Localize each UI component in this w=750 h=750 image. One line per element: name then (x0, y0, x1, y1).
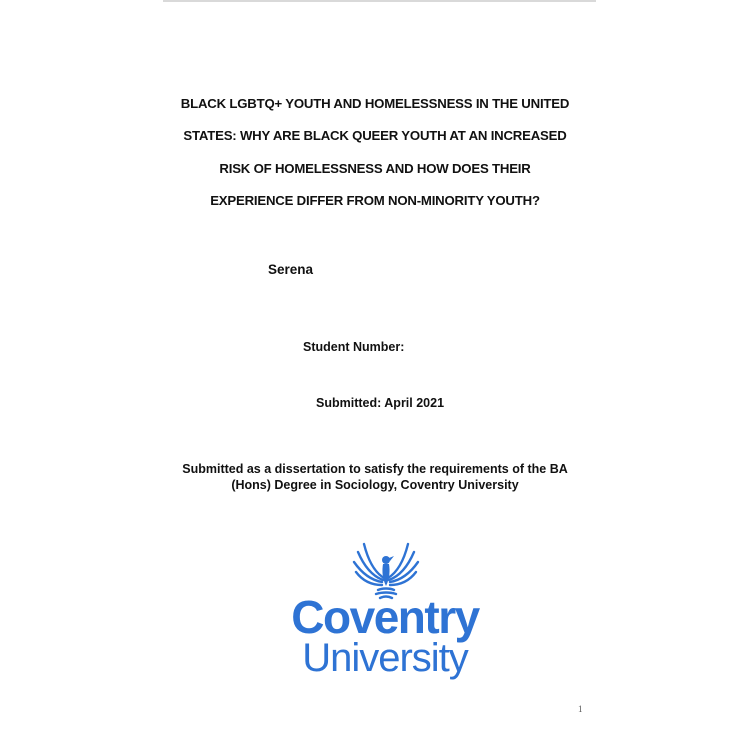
author-name: Serena (268, 262, 314, 277)
student-number-label: Student Number: (303, 340, 405, 354)
statement-line-2: (Hons) Degree in Sociology, Coventry University (231, 478, 519, 492)
title-line-3: RISK OF HOMELESSNESS AND HOW DOES THEIR (219, 161, 531, 176)
title-line-2: STATES: WHY ARE BLACK QUEER YOUTH AT AN INCREASED (183, 128, 567, 143)
title-line-1: BLACK LGBTQ+ YOUTH AND HOMELESSNESS IN THE UNITED (180, 96, 570, 111)
statement-line-1: Submitted as a dissertation to satisfy the requirements of the BA (182, 462, 568, 476)
page-number: 1 (578, 704, 583, 714)
page-top-edge (163, 0, 596, 2)
logo-word-university: University (302, 636, 468, 680)
submission-date: Submitted: April 2021 (316, 396, 445, 410)
title-line-4: EXPERIENCE DIFFER FROM NON-MINORITY YOUTH? (210, 193, 540, 208)
student-number (303, 340, 404, 354)
university-logo (290, 538, 480, 688)
logo-word-coventry: Coventry (291, 591, 479, 643)
